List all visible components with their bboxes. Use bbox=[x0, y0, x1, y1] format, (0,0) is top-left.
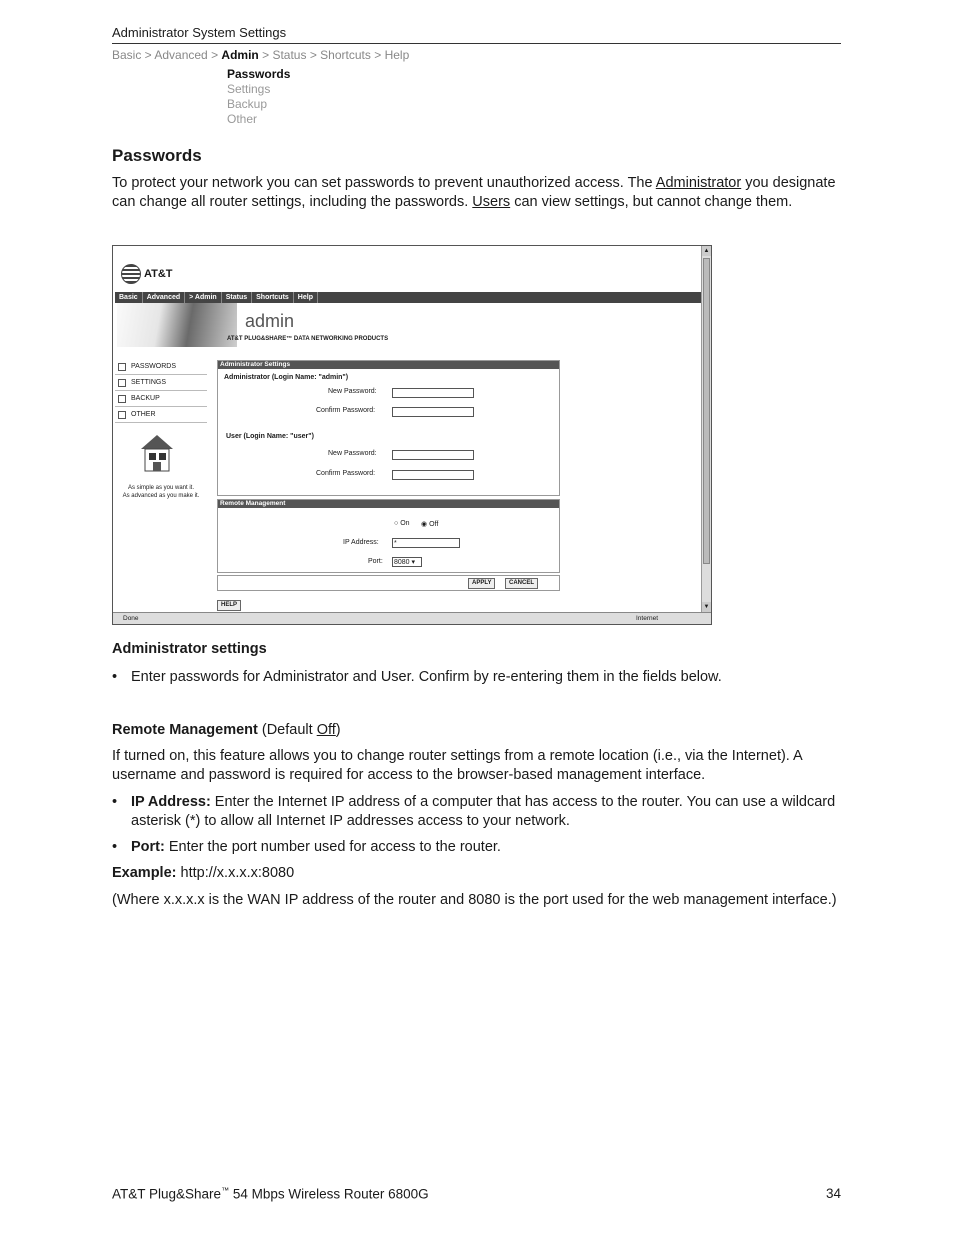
remote-panel-title: Remote Management bbox=[218, 500, 559, 508]
bullet-dot: • bbox=[112, 669, 118, 685]
screenshot-banner bbox=[115, 303, 701, 351]
menu-label: SETTINGS bbox=[131, 379, 167, 386]
bullet-dot: • bbox=[112, 794, 118, 810]
header-rule bbox=[112, 43, 841, 44]
banner-title: admin bbox=[245, 311, 295, 331]
breadcrumb-admin[interactable]: Admin bbox=[221, 48, 259, 62]
port-bullet bbox=[112, 838, 842, 858]
bullet-dot: • bbox=[112, 839, 118, 855]
status-zone-text: Internet bbox=[636, 615, 659, 622]
menu-label: BACKUP bbox=[131, 395, 160, 402]
menu-item-other[interactable] bbox=[115, 407, 207, 423]
breadcrumb-help[interactable]: Help bbox=[384, 48, 410, 62]
user-confirm-password-label: Confirm Password: bbox=[316, 470, 376, 477]
breadcrumb-sep: > bbox=[370, 48, 385, 62]
cancel-button[interactable]: CANCEL bbox=[505, 578, 538, 589]
intro-paragraph bbox=[112, 174, 842, 211]
breadcrumb-sep: > bbox=[207, 48, 222, 62]
breadcrumb-shortcuts[interactable]: Shortcuts bbox=[320, 48, 371, 62]
menu-bullet-icon bbox=[118, 395, 126, 403]
user-confirm-password-input[interactable] bbox=[392, 470, 474, 480]
browser-status-bar bbox=[113, 612, 711, 624]
port-term: Port: bbox=[131, 839, 165, 855]
screenshot-nav-shortcuts[interactable]: Shortcuts bbox=[252, 292, 294, 303]
intro-text: can view settings, but cannot change them. bbox=[510, 193, 793, 210]
admin-new-password-input[interactable] bbox=[392, 388, 474, 398]
menu-item-passwords[interactable] bbox=[115, 359, 207, 375]
scroll-thumb[interactable] bbox=[703, 258, 710, 564]
port-select[interactable] bbox=[392, 557, 422, 567]
port-label: Port: bbox=[368, 558, 383, 565]
menu-bullet-icon bbox=[118, 363, 126, 371]
example-text: http://x.x.x.x:8080 bbox=[176, 865, 295, 881]
subnav-other[interactable]: Other bbox=[227, 112, 258, 126]
bullet-text: Enter passwords for Administrator and User. Confirm by re-entering them in the fields below. bbox=[131, 669, 722, 685]
chevron-down-icon: ▾ bbox=[411, 559, 416, 566]
ip-address-label: IP Address: bbox=[343, 539, 379, 546]
breadcrumb-sep: > bbox=[141, 48, 155, 62]
admin-confirm-password-label: Confirm Password: bbox=[316, 407, 376, 414]
house-icon bbox=[140, 434, 174, 472]
administrator-link[interactable]: Administrator bbox=[655, 175, 742, 191]
user-login-label: User (Login Name: "user") bbox=[226, 433, 314, 440]
admin-settings-panel bbox=[217, 360, 560, 496]
subnav-passwords[interactable]: Passwords bbox=[227, 67, 291, 81]
intro-text: you designate can change all router settings, including the passwords. bbox=[112, 175, 836, 210]
admin-login-label: Administrator (Login Name: "admin") bbox=[224, 374, 349, 381]
admin-settings-bullet bbox=[112, 668, 842, 688]
menu-item-backup[interactable] bbox=[115, 391, 207, 407]
breadcrumb-status[interactable]: Status bbox=[272, 48, 307, 62]
remote-default-value: Off bbox=[316, 722, 336, 738]
ip-address-input[interactable]: * bbox=[392, 538, 460, 548]
status-done-text: Done bbox=[123, 615, 139, 622]
section-title: Passwords bbox=[112, 146, 202, 165]
att-logo bbox=[121, 264, 173, 284]
router-admin-screenshot bbox=[112, 245, 712, 625]
screenshot-nav-help[interactable]: Help bbox=[294, 292, 318, 303]
banner-photo bbox=[117, 303, 237, 347]
screenshot-nav-advanced[interactable]: Advanced bbox=[143, 292, 185, 303]
admin-confirm-password-input[interactable] bbox=[392, 407, 474, 417]
side-tagline bbox=[115, 484, 207, 500]
screenshot-side-menu bbox=[115, 359, 207, 499]
banner-product: AT&T PLUG&SHARE™ DATA NETWORKING PRODUCTS bbox=[227, 336, 389, 342]
users-link[interactable]: Users bbox=[472, 193, 511, 210]
port-text: Enter the port number used for access to the router. bbox=[164, 839, 501, 855]
breadcrumb bbox=[112, 48, 409, 62]
remote-paragraph: If turned on, this feature allows you to change router settings from a remote location (i.e., via the Internet). A username and password is required for access to the browser-based management interface. bbox=[112, 748, 802, 783]
user-new-password-label: New Password: bbox=[328, 450, 377, 457]
breadcrumb-sep: > bbox=[258, 48, 273, 62]
breadcrumb-basic[interactable]: Basic bbox=[112, 48, 142, 62]
intro-text: To protect your network you can set passwords to prevent unauthorized access. The bbox=[112, 175, 656, 191]
att-globe-icon bbox=[121, 264, 141, 284]
page-number: 34 bbox=[825, 1186, 841, 1201]
radio-on-label: On bbox=[400, 520, 410, 527]
screenshot-nav-basic[interactable]: Basic bbox=[115, 292, 143, 303]
port-value: 8080 bbox=[394, 559, 410, 566]
scroll-down-icon[interactable]: ▼ bbox=[703, 604, 710, 610]
footer-product bbox=[112, 1186, 429, 1202]
sub-navigation bbox=[227, 67, 290, 127]
remote-off-radio[interactable]: ◉ Off bbox=[421, 521, 439, 528]
menu-bullet-icon bbox=[118, 379, 126, 387]
page-header-title: Administrator System Settings bbox=[112, 25, 287, 40]
breadcrumb-advanced[interactable]: Advanced bbox=[154, 48, 208, 62]
menu-label: PASSWORDS bbox=[131, 363, 176, 370]
remote-heading-line bbox=[112, 721, 842, 740]
screenshot-nav-bar bbox=[115, 292, 701, 303]
subnav-settings[interactable]: Settings bbox=[227, 82, 271, 96]
example-note: (Where x.x.x.x is the WAN IP address of the router and 8080 is the port used for the web management interface.) bbox=[112, 892, 837, 908]
user-new-password-input[interactable] bbox=[392, 450, 474, 460]
help-button[interactable]: HELP bbox=[217, 600, 241, 611]
admin-panel-title: Administrator Settings bbox=[218, 361, 559, 369]
ip-text: Enter the Internet IP address of a computer that has access to the router. You can use a wildcard asterisk (*) to allow all Internet IP addresses access to your network. bbox=[131, 794, 836, 829]
admin-new-password-label: New Password: bbox=[328, 388, 377, 395]
footer-trademark: ™ bbox=[221, 1186, 230, 1195]
att-logo-text: AT&T bbox=[144, 268, 173, 280]
remote-default-text: ) bbox=[335, 722, 341, 738]
button-bar bbox=[217, 575, 560, 591]
remote-default-text: (Default bbox=[257, 722, 317, 738]
remote-on-radio[interactable]: ○ On bbox=[394, 520, 410, 527]
ip-address-bullet bbox=[112, 793, 842, 831]
breadcrumb-sep: > bbox=[306, 48, 321, 62]
scroll-up-icon[interactable]: ▲ bbox=[703, 248, 710, 254]
menu-item-settings[interactable] bbox=[115, 375, 207, 391]
remote-heading: Remote Management bbox=[112, 722, 258, 738]
screenshot-nav-status[interactable]: Status bbox=[222, 292, 252, 303]
menu-bullet-icon bbox=[118, 411, 126, 419]
remote-management-panel bbox=[217, 499, 560, 573]
tagline-line: As simple as you want it. bbox=[127, 485, 195, 491]
footer-product-name: AT&T Plug&Share bbox=[112, 1186, 222, 1202]
screenshot-nav-admin[interactable]: > Admin bbox=[185, 292, 222, 303]
example-term: Example: bbox=[112, 865, 177, 881]
footer-product-model: 54 Mbps Wireless Router 6800G bbox=[229, 1186, 429, 1202]
radio-off-label: Off bbox=[429, 521, 439, 528]
ip-term: IP Address: bbox=[131, 794, 211, 810]
subnav-backup[interactable]: Backup bbox=[227, 97, 268, 111]
admin-settings-heading: Administrator settings bbox=[112, 641, 267, 657]
menu-label: OTHER bbox=[131, 411, 156, 418]
screenshot-scrollbar[interactable] bbox=[701, 246, 711, 612]
tagline-line: As advanced as you make it. bbox=[122, 493, 200, 499]
apply-button[interactable]: APPLY bbox=[468, 578, 495, 589]
example-line bbox=[112, 864, 842, 883]
